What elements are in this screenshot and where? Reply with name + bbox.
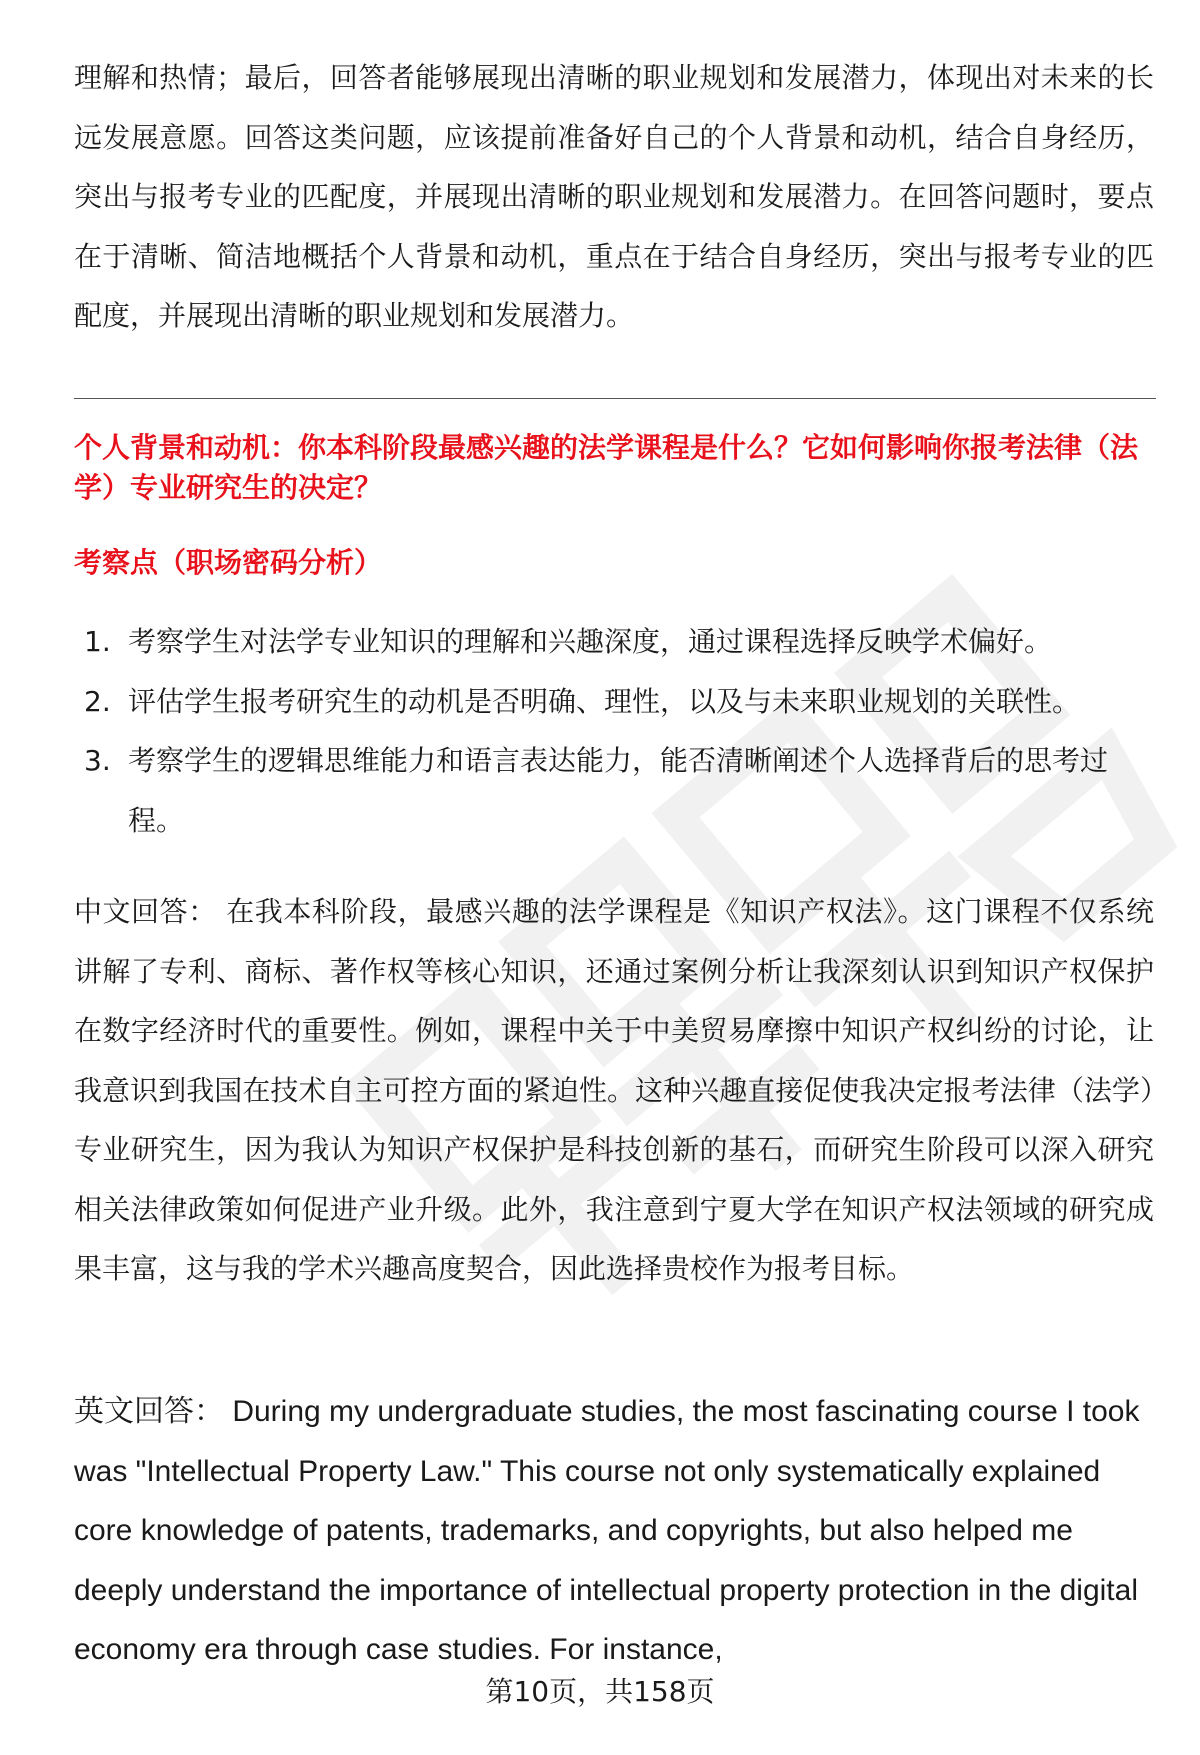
page-footer: 第10页，共158页 (485, 1675, 715, 1708)
intro-paragraph: 理解和热情；最后，回答者能够展现出清晰的职业规划和发展潜力，体现出对未来的长远发展意愿。回答这类问题，应该提前准备好自己的个人背景和动机，结合自身经历，突出与报考专业的匹配度，并展现出清晰的职业规划和发展潜力。在回答问题时，要点在于清晰、简洁地概括个人背景和动机，重点在于结合自身经历，突出与报考专业的匹配度，并展现出清晰的职业规划和发展潜力。 (74, 61, 1154, 332)
list-item-text: 评估学生报考研究生的动机是否明确、理性，以及与未来职业规划的关联性。 (128, 684, 1081, 718)
list-item (74, 672, 1156, 732)
list-item (74, 731, 1156, 850)
points-list (74, 612, 1156, 850)
list-item-text: 考察学生对法学专业知识的理解和兴趣深度，通过课程选择反映学术偏好。 (128, 625, 1053, 658)
list-item (74, 612, 1156, 672)
question-heading: 个人背景和动机：你本科阶段最感兴趣的法学课程是什么？它如何影响你报考法律（法学）专业研究生的决定？ (74, 431, 1139, 504)
section-label: 考察点（职场密码分析） (74, 546, 383, 579)
english-answer: 英文回答： During my undergraduate studies, the most fascinating course I took was "Intellectual Property Law." This course not only systematically explained core knowledge of patents, trademarks, and copyrights, but also helped me deeply understand the importance of intellectual property protection in the digital economy era through case studies. For instance, (74, 1395, 1140, 1666)
chinese-answer: 中文回答： 在我本科阶段，最感兴趣的法学课程是《知识产权法》。这门课程不仅系统讲解了专利、商标、著作权等核心知识，还通过案例分析让我深刻认识到知识产权保护在数字经济时代的重要性。例如，课程中关于中美贸易摩擦中知识产权纠纷的讨论，让我意识到我国在技术自主可控方面的紧迫性。这种兴趣直接促使我决定报考法律（法学）专业研究生，因为我认为知识产权保护是科技创新的基石，而研究生阶段可以深入研究相关法律政策如何促进产业升级。此外，我注意到宁夏大学在知识产权法领域的研究成果丰富，这与我的学术兴趣高度契合，因此选择贵校作为报考目标。 (74, 895, 1154, 1285)
section-divider (74, 398, 1156, 399)
list-item-number: 1. (84, 625, 111, 658)
list-item-text: 考察学生的逻辑思维能力和语言表达能力，能否清晰阐述个人选择背后的思考过程。 (128, 744, 1109, 837)
list-item-number: 3. (84, 744, 111, 777)
list-item-number: 2. (84, 684, 111, 718)
